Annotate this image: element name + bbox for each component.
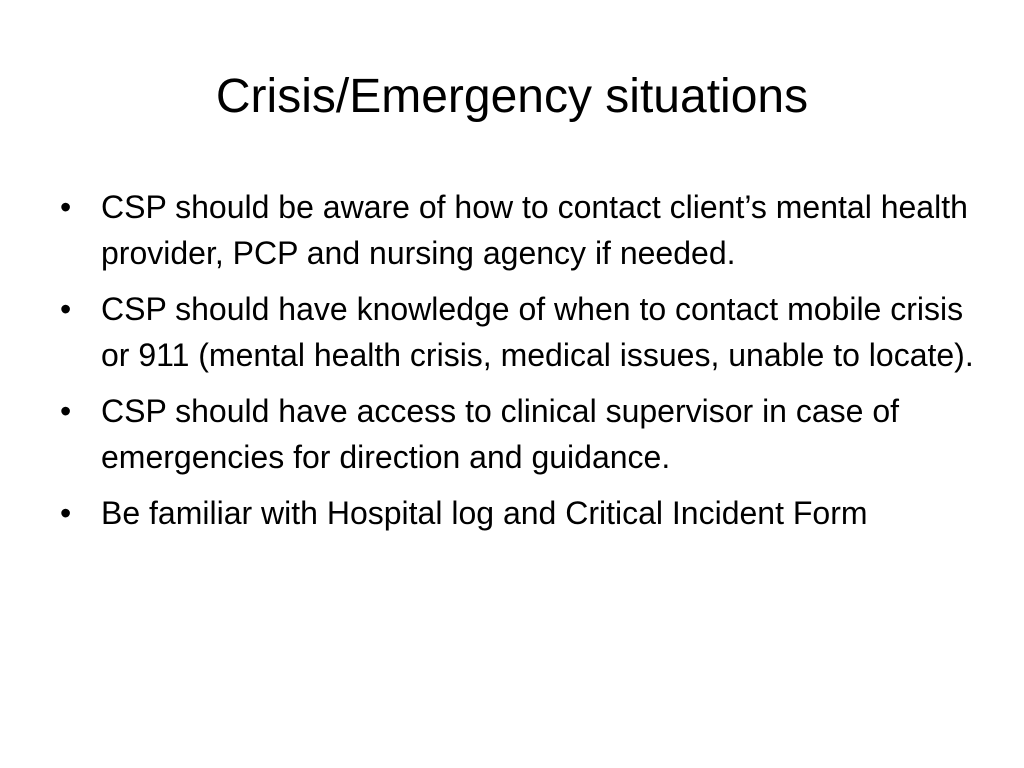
- bullet-icon: •: [60, 291, 72, 327]
- bullet-text: CSP should be aware of how to contact client’s mental health provider, PCP and nursing agency if needed.: [101, 189, 968, 271]
- bullet-text: CSP should have knowledge of when to contact mobile crisis or 911 (mental health crisis, medical issues, unable to locate).: [101, 291, 974, 373]
- bullet-text: CSP should have access to clinical supervisor in case of emergencies for direction and guidance.: [101, 393, 900, 475]
- bullet-icon: •: [60, 495, 72, 531]
- bullet-item: [60, 184, 980, 276]
- bullet-list: [60, 184, 980, 546]
- bullet-item: [60, 388, 980, 480]
- slide-title: Crisis/Emergency situations: [215, 70, 809, 123]
- bullet-item: [60, 286, 980, 378]
- bullet-text: Be familiar with Hospital log and Critical Incident Form: [101, 495, 868, 531]
- bullet-icon: •: [60, 189, 72, 225]
- bullet-item: [60, 490, 980, 536]
- bullet-icon: •: [60, 393, 72, 429]
